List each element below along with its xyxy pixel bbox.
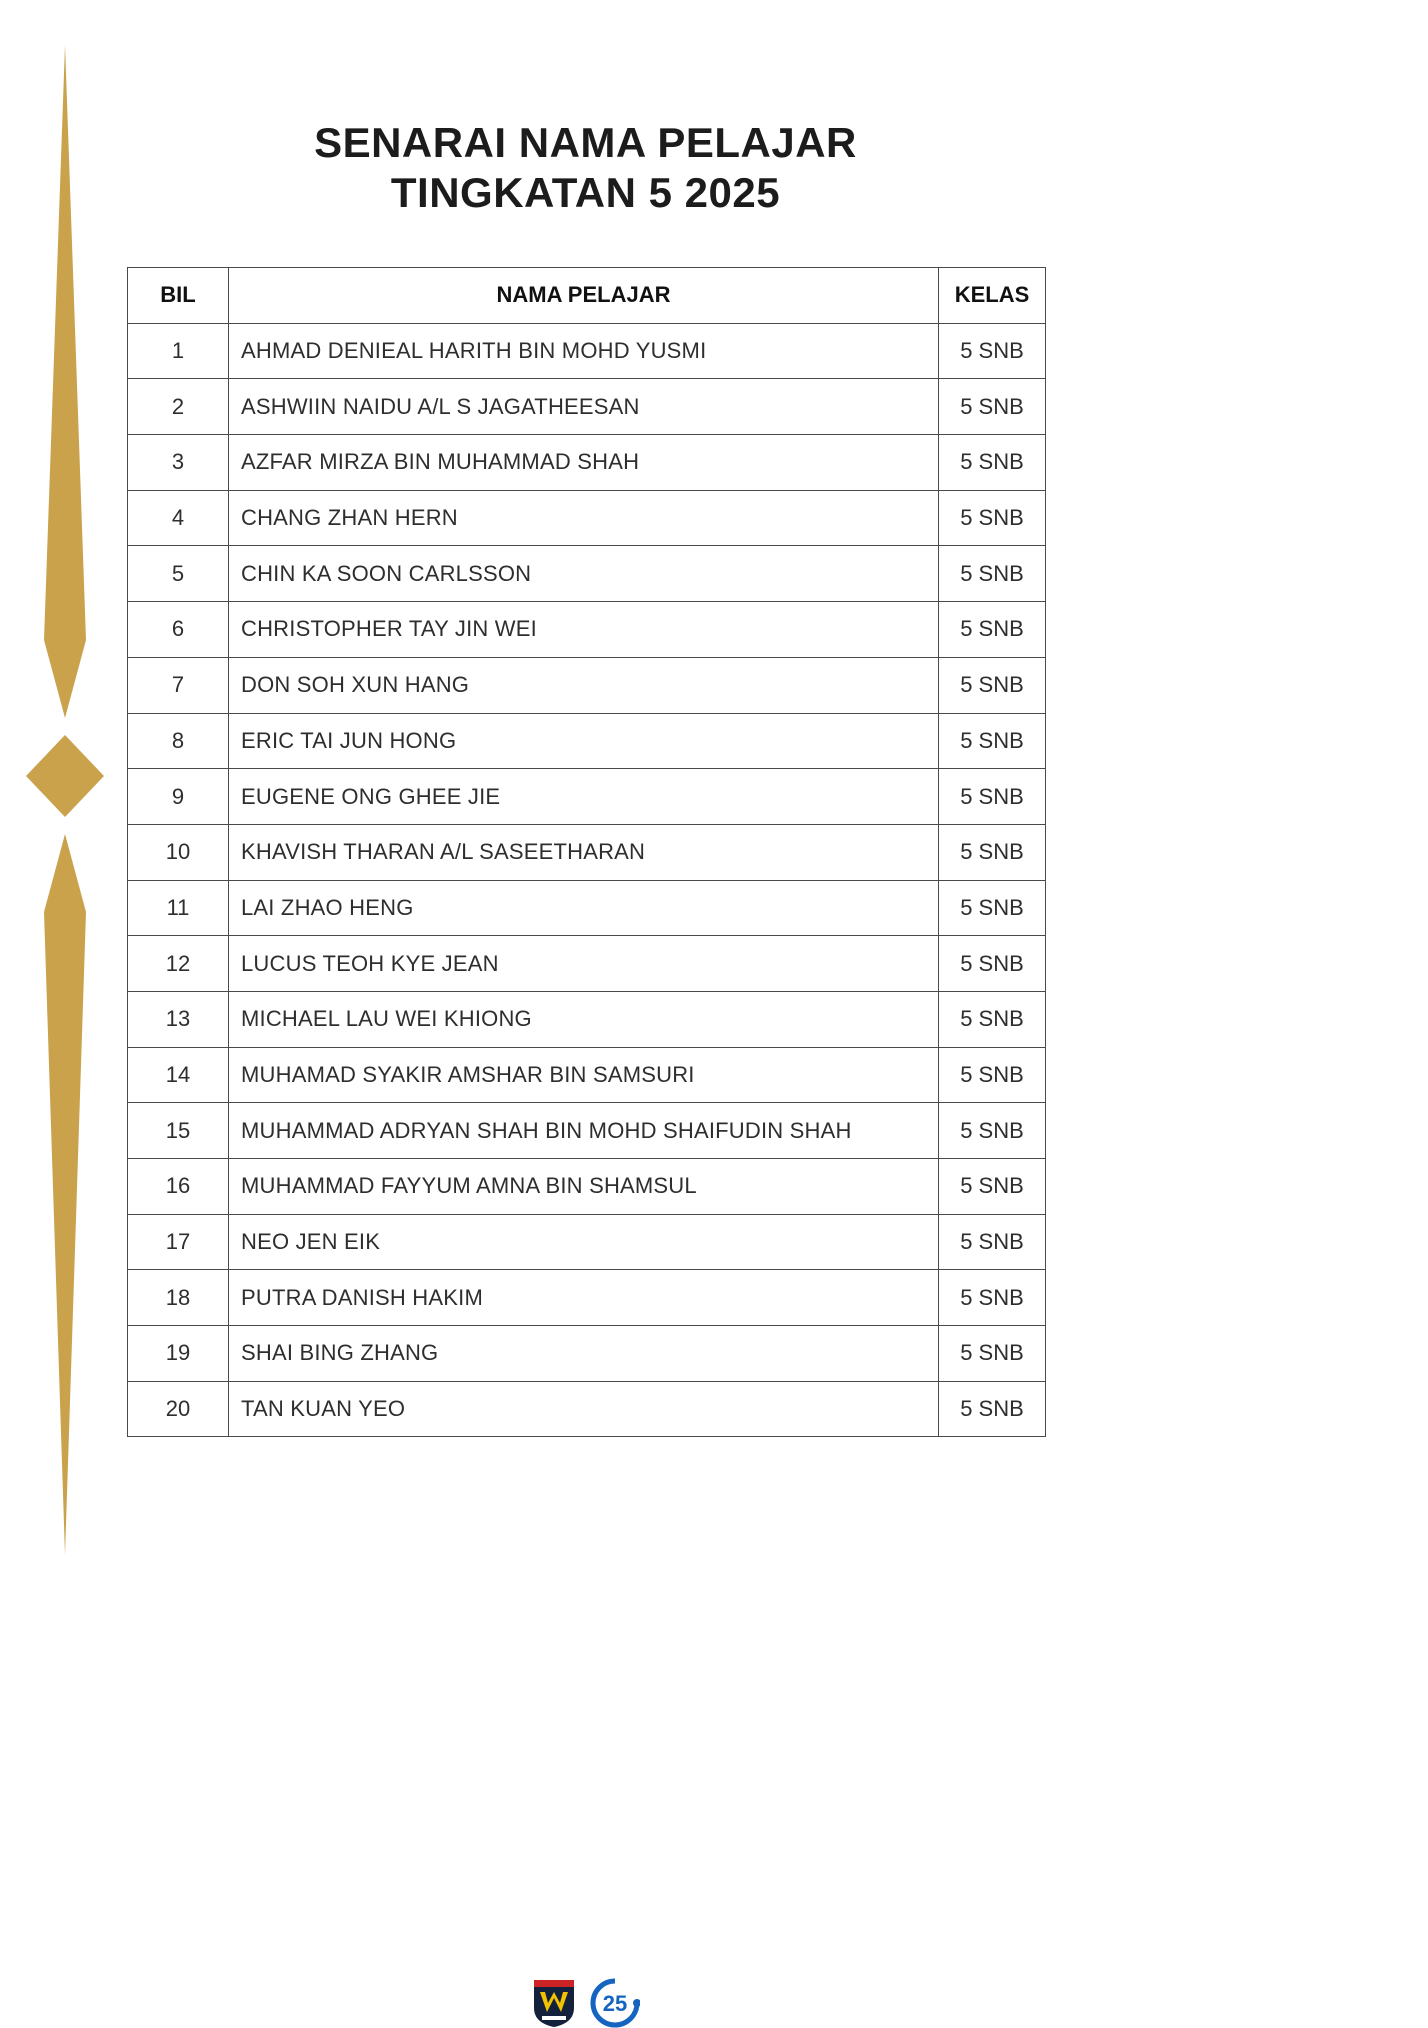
cell-bil: 20: [128, 1381, 229, 1437]
header-bil: BIL: [128, 268, 229, 324]
table-row: [128, 323, 1046, 379]
cell-kelas: 5 SNB: [939, 379, 1046, 435]
cell-kelas: 5 SNB: [939, 991, 1046, 1047]
cell-kelas: 5 SNB: [939, 824, 1046, 880]
table-row: [128, 991, 1046, 1047]
cell-kelas: 5 SNB: [939, 657, 1046, 713]
cell-kelas: 5 SNB: [939, 1270, 1046, 1326]
cell-nama: LUCUS TEOH KYE JEAN: [229, 936, 939, 992]
cell-kelas: 5 SNB: [939, 602, 1046, 658]
cell-kelas: 5 SNB: [939, 769, 1046, 825]
student-table-wrap: [127, 267, 1045, 1437]
cell-bil: 3: [128, 435, 229, 491]
cell-bil: 8: [128, 713, 229, 769]
cell-bil: 14: [128, 1047, 229, 1103]
cell-kelas: 5 SNB: [939, 936, 1046, 992]
table-row: [128, 490, 1046, 546]
cell-bil: 1: [128, 323, 229, 379]
cell-bil: 5: [128, 546, 229, 602]
ornament-top-spike: [44, 45, 86, 718]
ornament-diamond: [26, 735, 104, 817]
table-row: [128, 602, 1046, 658]
cell-nama: PUTRA DANISH HAKIM: [229, 1270, 939, 1326]
cell-bil: 17: [128, 1214, 229, 1270]
cell-kelas: 5 SNB: [939, 323, 1046, 379]
cell-kelas: 5 SNB: [939, 1103, 1046, 1159]
cell-kelas: 5 SNB: [939, 435, 1046, 491]
cell-nama: AZFAR MIRZA BIN MUHAMMAD SHAH: [229, 435, 939, 491]
cell-nama: ERIC TAI JUN HONG: [229, 713, 939, 769]
table-row: [128, 1381, 1046, 1437]
table-row: [128, 713, 1046, 769]
anniversary-number: 25: [602, 1991, 628, 2016]
table-row: [128, 379, 1046, 435]
cell-nama: NEO JEN EIK: [229, 1214, 939, 1270]
cell-bil: 11: [128, 880, 229, 936]
cell-kelas: 5 SNB: [939, 1214, 1046, 1270]
cell-bil: 9: [128, 769, 229, 825]
title-line-1: SENARAI NAMA PELAJAR: [314, 119, 857, 166]
cell-nama: AHMAD DENIEAL HARITH BIN MOHD YUSMI: [229, 323, 939, 379]
cell-bil: 6: [128, 602, 229, 658]
table-row: [128, 1159, 1046, 1215]
cell-bil: 10: [128, 824, 229, 880]
table-header-row: [128, 268, 1046, 324]
cell-bil: 18: [128, 1270, 229, 1326]
student-table: [127, 267, 1046, 1437]
cell-nama: LAI ZHAO HENG: [229, 880, 939, 936]
anniversary-25-logo: [590, 1978, 640, 2028]
cell-nama: CHANG ZHAN HERN: [229, 490, 939, 546]
table-row: [128, 1270, 1046, 1326]
cell-kelas: 5 SNB: [939, 880, 1046, 936]
cell-nama: MUHAMMAD ADRYAN SHAH BIN MOHD SHAIFUDIN SHAH: [229, 1103, 939, 1159]
cell-nama: DON SOH XUN HANG: [229, 657, 939, 713]
header-nama: NAMA PELAJAR: [229, 268, 939, 324]
cell-nama: KHAVISH THARAN A/L SASEETHARAN: [229, 824, 939, 880]
ornament-bottom-spike: [44, 834, 86, 1555]
cell-kelas: 5 SNB: [939, 490, 1046, 546]
table-row: [128, 1326, 1046, 1382]
cell-bil: 15: [128, 1103, 229, 1159]
table-row: [128, 546, 1046, 602]
table-row: [128, 435, 1046, 491]
table-row: [128, 769, 1046, 825]
table-row: [128, 1214, 1046, 1270]
page-title: [127, 118, 1044, 217]
cell-bil: 13: [128, 991, 229, 1047]
cell-bil: 4: [128, 490, 229, 546]
cell-nama: CHRISTOPHER TAY JIN WEI: [229, 602, 939, 658]
cell-nama: MUHAMMAD FAYYUM AMNA BIN SHAMSUL: [229, 1159, 939, 1215]
header-kelas: KELAS: [939, 268, 1046, 324]
student-table-body: [128, 323, 1046, 1437]
school-crest-logo: [532, 1978, 576, 2028]
cell-bil: 19: [128, 1326, 229, 1382]
cell-nama: ASHWIIN NAIDU A/L S JAGATHEESAN: [229, 379, 939, 435]
cell-nama: TAN KUAN YEO: [229, 1381, 939, 1437]
table-row: [128, 1047, 1046, 1103]
cell-kelas: 5 SNB: [939, 1159, 1046, 1215]
cell-nama: EUGENE ONG GHEE JIE: [229, 769, 939, 825]
cell-bil: 7: [128, 657, 229, 713]
cell-nama: MUHAMAD SYAKIR AMSHAR BIN SAMSURI: [229, 1047, 939, 1103]
cell-nama: CHIN KA SOON CARLSSON: [229, 546, 939, 602]
table-row: [128, 824, 1046, 880]
table-row: [128, 880, 1046, 936]
cell-bil: 12: [128, 936, 229, 992]
cell-nama: MICHAEL LAU WEI KHIONG: [229, 991, 939, 1047]
table-row: [128, 936, 1046, 992]
cell-kelas: 5 SNB: [939, 546, 1046, 602]
title-line-2: TINGKATAN 5 2025: [390, 168, 781, 216]
cell-kelas: 5 SNB: [939, 1047, 1046, 1103]
cell-bil: 16: [128, 1159, 229, 1215]
table-row: [128, 657, 1046, 713]
cell-kelas: 5 SNB: [939, 1381, 1046, 1437]
cell-nama: SHAI BING ZHANG: [229, 1326, 939, 1382]
cell-kelas: 5 SNB: [939, 713, 1046, 769]
footer-logos: [127, 1978, 1045, 2028]
cell-kelas: 5 SNB: [939, 1326, 1046, 1382]
cell-bil: 2: [128, 379, 229, 435]
table-row: [128, 1103, 1046, 1159]
